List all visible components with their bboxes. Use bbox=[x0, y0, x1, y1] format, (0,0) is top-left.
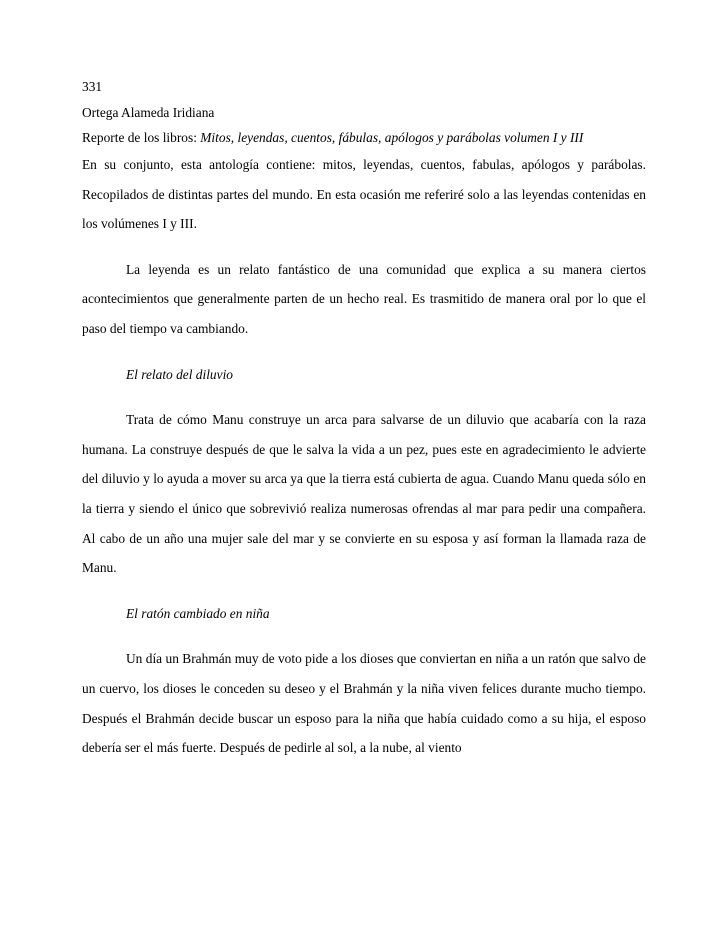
report-prefix: Reporte de los libros: bbox=[82, 130, 201, 145]
story-title-raton: El ratón cambiado en niña bbox=[126, 605, 270, 621]
intro-paragraph: En su conjunto, esta antología contiene: mitos, leyendas, cuentos, fabulas, apólogos y parábolas. Recopilados de distintas partes del mundo. En esta ocasión me referiré solo a las leyendas contenidas en los volúmenes I y III. bbox=[82, 157, 646, 232]
report-heading bbox=[82, 130, 646, 146]
page-number: 331 bbox=[82, 79, 103, 94]
report-book-title: Mitos, leyendas, cuentos, fábulas, apólogos y parábolas volumen I y III bbox=[200, 130, 584, 145]
story-text-diluvio: Trata de cómo Manu construye un arca para salvarse de un diluvio que acabaría con la raza humana. La construye después de que le salva la vida a un pez, pues este en agradecimiento le advierte del diluvio y lo ayuda a mover su arca ya que la tierra está cubierta de agua. Cuando Manu queda sólo en la tierra y siendo el único que sobrevivió realiza numerosas ofrendas al mar para pedir una compañera. Al cabo de un año una mujer sale del mar y se convierte en su esposa y así forman la llamada raza de Manu. bbox=[82, 412, 646, 576]
story-title-diluvio: El relato del diluvio bbox=[126, 366, 233, 382]
story-text-raton: Un día un Brahmán muy de voto pide a los dioses que conviertan en niña a un ratón que salvo de un cuervo, los dioses le conceden su deseo y el Brahmán y la niña viven felices durante mucho tiempo. Después el Brahmán decide buscar un esposo para la niña que había cuidado como a su hija, el esposo debería ser el más fuerte. Después de pedirle al sol, a la nube, al viento bbox=[82, 651, 646, 756]
author-name: Ortega Alameda Iridiana bbox=[82, 104, 215, 120]
document-page bbox=[82, 79, 646, 763]
definition-paragraph: La leyenda es un relato fantástico de una comunidad que explica a su manera ciertos acontecimientos que generalmente parten de un hecho real. Es trasmitido de manera oral por lo que el paso del tiempo va cambiando. bbox=[82, 261, 646, 336]
